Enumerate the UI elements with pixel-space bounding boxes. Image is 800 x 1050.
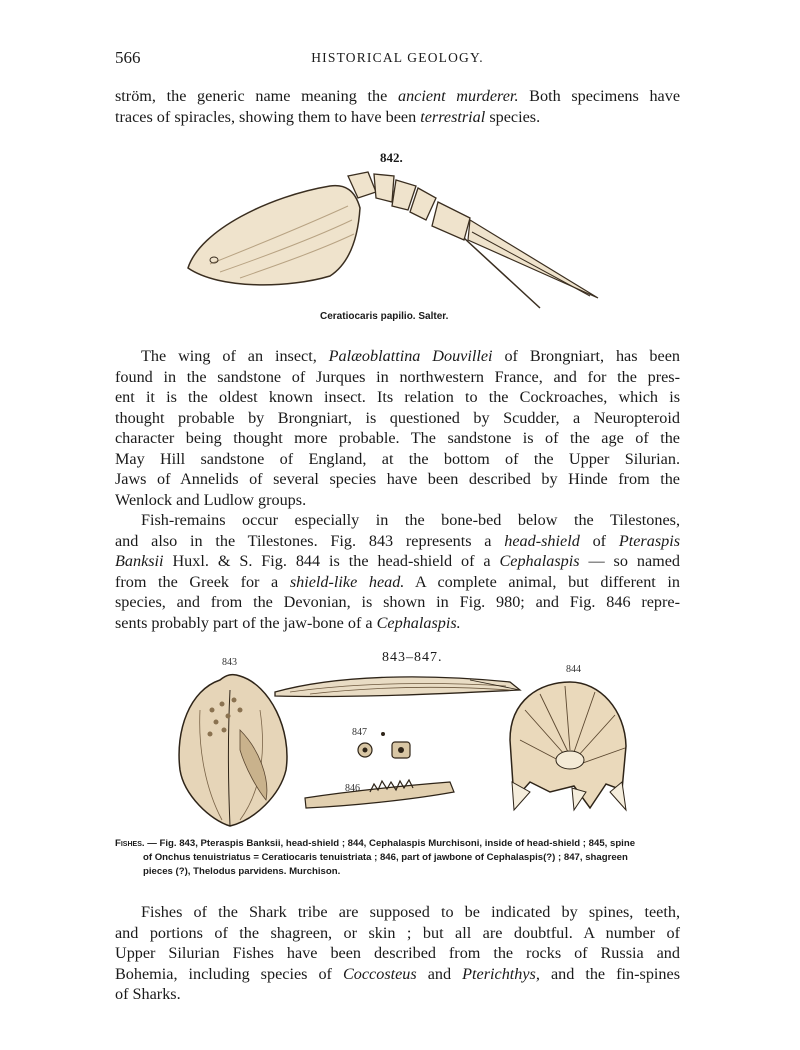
caption-line: Fishes. — Fig. 843, Pteraspis Banksii, head-shield ; 844, Cephalaspis Murchisoni, inside of head-shield ; 845, spine: [115, 838, 636, 849]
caption-line: of Onchus tenuistriatus = Ceratiocaris tenuistriata ; 846, part of jawbone of Cephalaspis(?) ; 847, shagreen: [143, 852, 628, 863]
fig-847-shagreen-pieces: [358, 732, 410, 758]
figure-846-label: 846: [345, 783, 360, 794]
figure-842-ceratiocaris-illustration: [180, 168, 610, 308]
text-line: ström, the generic name meaning the ancient murderer. Both specimens have: [115, 87, 681, 105]
fig-843-pteraspis-shield: [179, 675, 287, 826]
text-line: thought probable by Brongniart, is questioned by Scudder, a Neuropteroid: [115, 408, 680, 427]
text-line: Fish-remains occur especially in the bone-bed below the Tilestones,: [141, 511, 680, 529]
page-header: [115, 48, 680, 70]
figure-847-label: 847: [352, 727, 367, 738]
text-line: May Hill sandstone of England, at the bottom of the Upper Silurian.: [115, 449, 680, 468]
paragraph-fish-remains: [115, 510, 680, 633]
fig-846-jawbone: [305, 780, 454, 808]
text-line: traces of spiracles, showing them to have been terrestrial species.: [115, 107, 541, 126]
text-line: species, and from the Devonian, is shown in Fig. 980; and Fig. 846 repre-: [115, 593, 680, 611]
text-line: from the Greek for a shield-like head. A complete animal, but different in: [115, 572, 680, 591]
text-line: and also in the Tilestones. Fig. 843 represents a head-shield of Pteraspis: [115, 531, 681, 550]
figure-843-847-range: 843–847.: [382, 650, 443, 665]
text-line: ent it is the oldest known insect. Its relation to the Cockroaches, which is: [115, 388, 680, 406]
text-line: Bohemia, including species of Coccosteus and Pterichthys, and the fin-spines: [115, 964, 680, 983]
figure-844-label: 844: [566, 664, 581, 675]
paragraph-insect-wing: [115, 346, 680, 510]
text-line: Wenlock and Ludlow groups.: [115, 490, 307, 509]
fig-844-cephalaspis-shield: [510, 682, 626, 810]
text-line: found in the sandstone of Jurques in northwestern France, and for the pres-: [115, 367, 680, 386]
intro-paragraph: [115, 86, 680, 127]
text-line: character being thought more probable. The sandstone is of the age of the: [115, 429, 680, 447]
figure-842-caption: Ceratiocaris papilio. Salter.: [320, 311, 449, 322]
figure-842-number: 842.: [380, 150, 403, 165]
figure-843-847-caption: [115, 837, 680, 879]
text-line: Fishes of the Shark tribe are supposed to be indicated by spines, teeth,: [141, 903, 680, 921]
fig-845-onchus-spine: [275, 677, 520, 697]
figure-843-label: 843: [222, 657, 237, 668]
page-number: 566: [115, 48, 141, 67]
text-line: The wing of an insect, Palæoblattina Douvillei of Brongniart, has been: [141, 347, 680, 365]
text-line: Upper Silurian Fishes have been described from the rocks of Russia and: [115, 944, 680, 962]
text-line: Banksii Huxl. & S. Fig. 844 is the head-shield of a Cephalaspis — so named: [115, 552, 681, 570]
text-line: Jaws of Annelids of several species have been described by Hinde from the: [115, 470, 680, 488]
text-line: of Sharks.: [115, 985, 181, 1003]
running-title: HISTORICAL GEOLOGY.: [311, 50, 484, 65]
caption-line: pieces (?), Thelodus parvidens. Murchison.: [143, 866, 341, 877]
paragraph-shark-fishes: [115, 902, 680, 1005]
text-line: sents probably part of the jaw-bone of a Cephalaspis.: [115, 613, 461, 632]
figures-843-847-illustration: [170, 670, 640, 830]
text-line: and portions of the shagreen, or skin ; but all are doubtful. A number of: [115, 923, 680, 942]
